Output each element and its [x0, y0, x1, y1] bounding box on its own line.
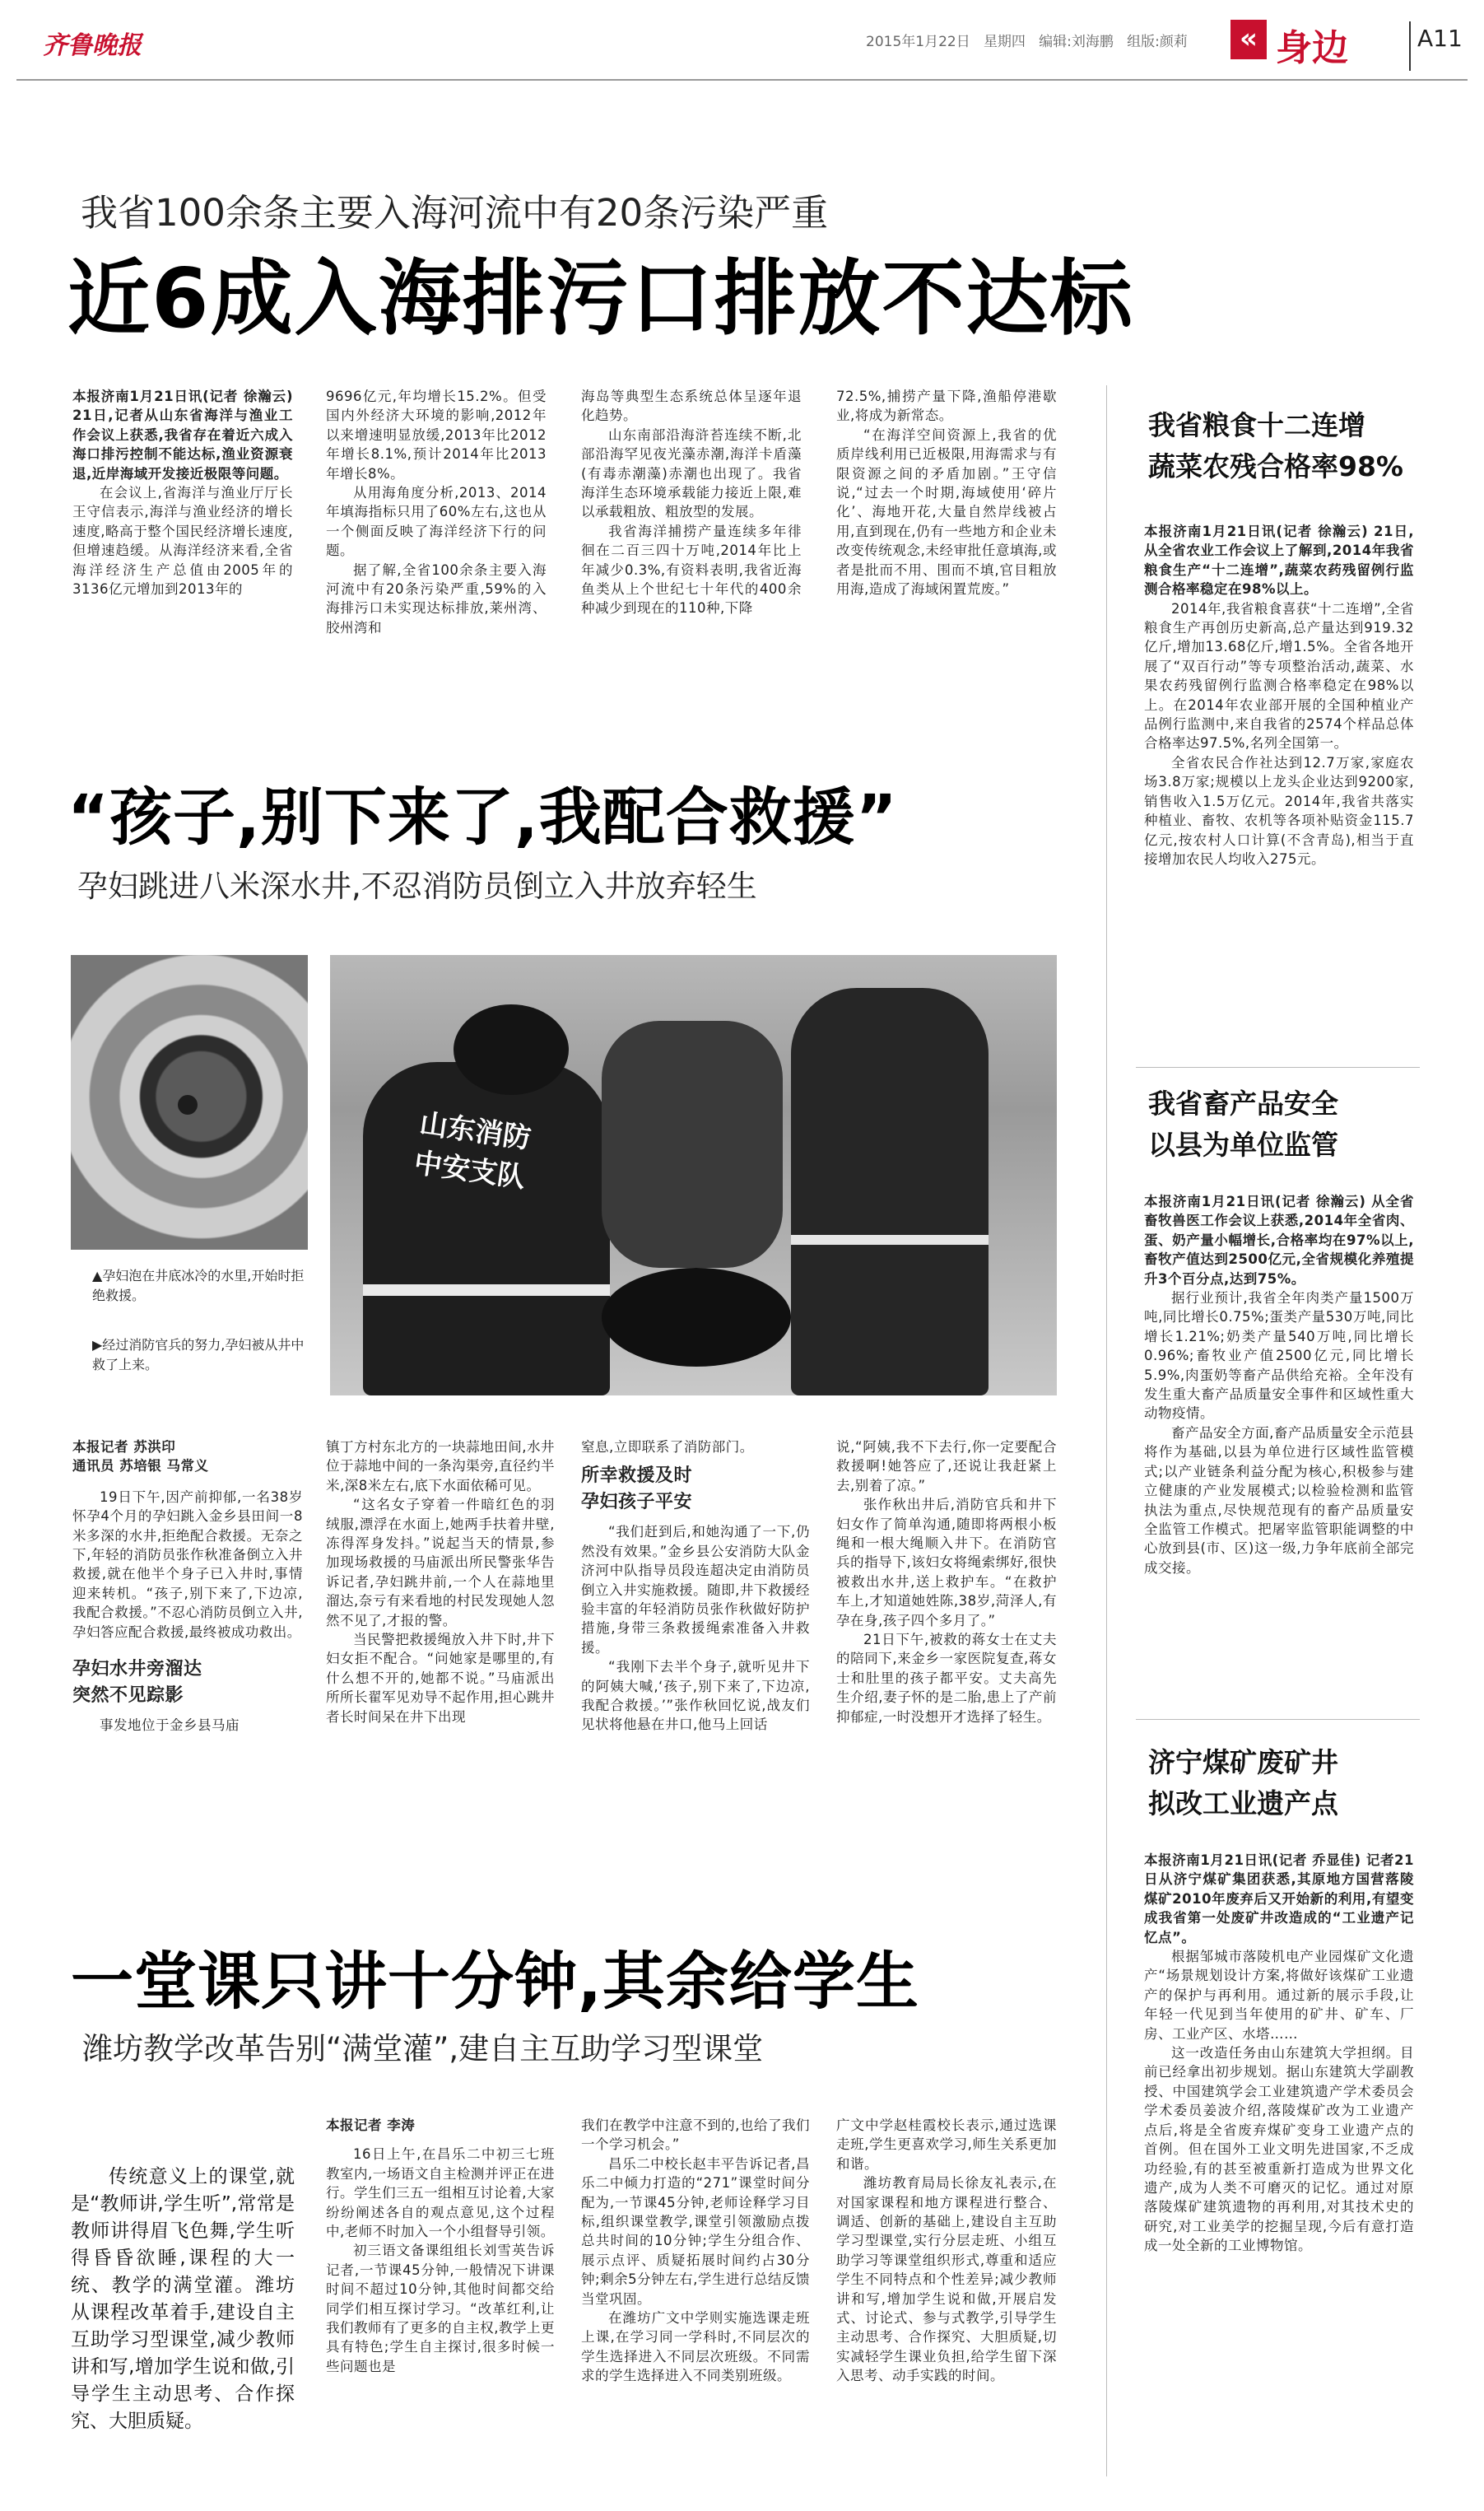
side2-body [1144, 1192, 1414, 1706]
header-info [866, 30, 1188, 50]
story1-column-3 [581, 387, 802, 706]
page-number: A11 [1417, 25, 1463, 52]
story3-byline: 本报记者 李涛 [326, 2117, 416, 2133]
story2-p9: 说,“阿姨,我不下去行,你一定要配合救援啊!她答应了,还说让我赶紧上去,别着了凉。” [836, 1439, 1057, 1493]
story1-kicker: 我省100余条主要入海河流中有20条污染严重 [81, 191, 829, 235]
story2-p10: 张作秋出井后,消防官兵和井下妇女作了简单沟通,随即将两根小板绳和一根大绳顺入井下。在消防官兵的指导下,该妇女将绳索绑好,很快被救出水井,送上救护车。“在救护车上,才知道她姓陈,38岁,菏泽人,有孕在身,孩子四个多月了。” [836, 1497, 1057, 1628]
story2-p2: 事发地位于金乡县马庙 [100, 1717, 240, 1734]
side3-headline [1148, 1742, 1338, 1824]
side3-p1: 本报济南1月21日讯(记者 乔显佳) 记者21日从济宁煤矿集团获悉,其原地方国营落陵煤矿2010年废弃后又开始新的利用,有望变成我省第一处废矿井改造成的“工业遗产记忆点”。 [1144, 1852, 1414, 1945]
side2-p3: 畜产品安全方面,畜产品质量安全示范县将作为基础,以县为单位进行区域性监管模式;以产业链条利益分配为核心,积极参与建立健康的产业发展模式;以检验检测和监管执法为重点,尽快规范现有的畜产品质量安全监管工作模式。把屠宰监管职能调整的中心放到县(市、区)这一级,力争年底前全部完成交接。 [1144, 1424, 1414, 1576]
side2-headline-line2: 以县为单位监管 [1148, 1129, 1338, 1161]
rescue-photo-helmet [454, 1004, 569, 1095]
header-date: 2015年1月22日 [866, 34, 970, 50]
side2-p2: 据行业预计,我省全年肉类产量1500万吨,同比增长0.75%;蛋类产量530万吨,同比增长1.21%;奶类产量540万吨,同比增长0.96%;畜牧业产值2500亿元,同比增长5.9%,肉蛋奶等畜产品供给充裕。全年没有发生重大畜产品质量安全事件和区域性重大动物疫情。 [1144, 1290, 1414, 1422]
story1-p8: 我省海洋捕捞产量连续多年徘徊在二百三四十万吨,2014年比上年减少0.3%,有资料表明,我省近海鱼类从上个世纪七十年代的400余种减少到现在的110种,下降 [581, 523, 802, 617]
story2-subhead-1 [72, 1656, 303, 1709]
rescue-photo-rescuer-middle [602, 1021, 783, 1268]
story3-column-2 [326, 2116, 555, 2478]
side1-headline-line2: 蔬菜农残合格率98% [1148, 450, 1403, 482]
story2-subhead-2-line1: 所幸救援及时 [581, 1465, 693, 1487]
side3-p3: 这一改造任务由山东建筑大学担纲。目前已经拿出初步规划。据山东建筑大学副教授、中国建筑学会工业建筑遗产学术委员会学术委员姜波介绍,落陵煤矿改为工业遗产点后,将是全省废弃煤矿变身工业遗产点的首例。但在国外工业文明先进国家,不乏成功经验,有的甚至被重新打造成为世界文化遗产,成为人类不可磨灭的记忆。通过对原落陵煤矿建筑遗物的再利用,对其技术史的研究,对工业美学的挖掘呈现,今后有意打造成一处全新的工业博物馆。 [1144, 2045, 1414, 2254]
story1-p4: 从用海角度分析,2013、2014年填海指标只用了60%左右,这也从一个侧面反映了海洋经济下行的问题。 [326, 485, 547, 559]
rescue-photo-reflective-band [363, 1284, 610, 1296]
story1-p2: 在会议上,省海洋与渔业厅厅长王守信表示,海洋与渔业经济的增长速度,略高于整个国民经济增长速度,但增速趋缓。从海洋经济来看,全省海洋经济生产总值由2005年的3136亿元增加到2013年的 [72, 485, 293, 598]
header-weekday: 星期四 [983, 34, 1026, 50]
story3-p7: 潍坊教育局局长徐友礼表示,在对国家课程和地方课程进行整合、调适、创新的基础上,建设自主互助学习型课堂,实行分层走班、小组互助学习等课堂组织形式,尊重和适应学生不同特点和个性差异;减少教师讲和写,增加学生说和做,开展启发式、讨论式、参与式教学,引导学生主动思考、合作探究、大胆质疑,切实减轻学生课业负担,给学生留下深入思考、动手实践的时间。 [836, 2175, 1057, 2384]
side2-divider [1136, 1719, 1420, 1720]
photo-caption-1: ▲孕妇泡在井底冰冷的水里,开始时拒绝救援。 [92, 1268, 305, 1303]
section-chevron-icon: « [1230, 20, 1267, 59]
story3-headline: 一堂课只讲十分钟,其余给学生 [71, 1945, 919, 2018]
story1-p5: 据了解,全省100余条主要入海河流中有20条污染严重,59%的入海排污口未实现达标排放,莱州湾、胶州湾和 [326, 561, 547, 636]
side1-divider [1136, 1067, 1420, 1068]
story3-p2: 初三语文备课组组长刘雪英告诉记者,一节课45分钟,一般情况下讲课时间不超过10分钟,其他时间都交给同学们相互探讨学习。“改革红利,让我们教师有了更多的自主权,教学上更具有特色;学生自主探讨,很多时候一些问题也是 [326, 2243, 555, 2374]
right-column-divider [1106, 385, 1107, 2476]
story2-p7: “我们赶到后,和她沟通了一下,仍然没有效果。”金乡县公安消防大队金济河中队指导员段连超决定由消防员倒立入井实施救援。随即,井下救援经验丰富的年轻消防员张作秋做好防护措施,身带三条救援绳索准备入井救援。 [581, 1524, 810, 1656]
story3-column-3 [581, 2116, 810, 2478]
story3-p4: 昌乐二中校长赵丰平告诉记者,昌乐二中倾力打造的“271”课堂时间分配为,一节课45分钟,老师诠释学习目标,组织课堂教学,课堂引领激励点拨总共时间的10分钟;学生分组合作、展示点评、质疑拓展时间约占30分钟;剩余5分钟左右,学生进行总结反馈当堂巩固。 [581, 2155, 810, 2307]
section-name: 身边 [1276, 27, 1348, 69]
well-photo-person [178, 1095, 198, 1115]
story3-intro: 传统意义上的课堂,就是“教师讲,学生听”,常常是教师讲得眉飞色舞,学生听得昏昏欲睡,课程的大一统、教学的满堂灌。潍坊从课程改革着手,建设自主互助学习型课堂,减少教师讲和写,增加学生说和做,引导学生主动思考、合作探究、大胆质疑。 [71, 2166, 295, 2432]
story2-p8: “我刚下去半个身子,就听见井下的阿姨大喊,‘孩子,别下来了,下边凉,我配合救援。’”张作秋回忆说,战友们见状将他悬在井口,他马上回话 [581, 1659, 810, 1733]
header-rule [16, 79, 1468, 81]
story1-p1: 本报济南1月21日讯(记者 徐瀚云) 21日,记者从山东省海洋与渔业工作会议上获悉,我省存在着近六成入海口排污控制不能达标,渔业资源衰退,近岸海域开发接近极限等问题。 [72, 389, 293, 482]
story1-column-1 [72, 387, 293, 706]
story2-headline: “孩子,别下来了,我配合救援” [67, 780, 898, 854]
story2-p1: 19日下午,因产前抑郁,一名38岁怀孕4个月的孕妇跳入金乡县田间一8米多深的水井,拒绝配合救援。无奈之下,年轻的消防员张作秋准备倒立入井救援,就在他半个身子已入井时,事情迎来转机。“孩子,别下来了,下边凉,我配合救援。”不忍心消防员倒立入井,孕妇答应配合救援,最终被成功救出。 [72, 1488, 303, 1640]
side3-p2: 根据邹城市落陵机电产业园煤矿文化遗产“场景规划设计方案,将做好该煤矿工业遗产的保护与再利用。通过新的展示手段,让年轻一代见到当年使用的矿井、矿车、厂房、工业产区、水塔…… [1144, 1949, 1414, 2042]
story2-subhead-2-line2: 孕妇孩子平安 [581, 1492, 693, 1513]
side1-p1: 本报济南1月21日讯(记者 徐瀚云) 21日,从全省农业工作会议上了解到,2014年我省粮食生产“十二连增”,蔬菜农药残留例行监测合格率稳定在98%以上。 [1144, 524, 1414, 598]
story3-p5: 在潍坊广文中学则实施选课走班上课,在学习同一学科时,不同层次的学生选择进入不同层次班级。不同需求的学生选择进入不同类别班级。 [581, 2310, 810, 2384]
side3-body [1144, 1851, 1414, 2478]
side3-headline-line1: 济宁煤矿废矿井 [1148, 1746, 1338, 1778]
side1-headline [1148, 405, 1403, 487]
side1-p3: 全省农民合作社达到12.7万家,家庭农场3.8万家;规模以上龙头企业达到9200家,销售收入1.5万亿元。2014年,我省共落实种植业、畜牧、农机等各项补贴资金115.7亿元,按农村人口计算(不含青岛),相当于直接增加农民人均收入275元。 [1144, 754, 1414, 867]
story2-subhead-1-line2: 突然不见踪影 [72, 1685, 184, 1707]
story2-p3: 镇丁方村东北方的一块蒜地田间,水井位于蒜地中间的一条沟渠旁,直径约半米,深8米左右,底下水面依稀可见。 [326, 1439, 555, 1493]
header-editor: 编辑:刘海鹏 [1039, 34, 1114, 50]
story3-subhead: 潍坊教学改革告别“满堂灌”,建自主互助学习型课堂 [82, 2031, 764, 2066]
story2-byline-1: 本报记者 苏洪印 [72, 1439, 176, 1455]
well-photo [71, 955, 308, 1250]
photo-caption-2: ▶经过消防官兵的努力,孕妇被从井中救了上来。 [92, 1337, 305, 1372]
rescue-photo-label-line2: 中安支队 [412, 1146, 528, 1195]
side3-headline-line2: 拟改工业遗产点 [1148, 1787, 1338, 1819]
side2-headline [1148, 1083, 1338, 1166]
story1-p9: 72.5%,捕捞产量下降,渔船停港歇业,将成为新常态。 [836, 389, 1057, 424]
story2-p11: 21日下午,被救的蒋女士在丈夫的陪同下,来金乡一家医院复查,蒋女士和肚里的孩子都平安。丈夫高先生介绍,妻子怀的是二胎,患上了产前抑郁症,一时没想开才选择了轻生。 [836, 1632, 1057, 1725]
story1-p10: “在海洋空间资源上,我省的优质岸线利用已近极限,用海需求与有限资源之间的矛盾加剧。”王守信说,“过去一个时期,海域使用‘碎片化’、海地开花,大量自然岸线被占用,直到现在,仍有一些地方和企业未改变传统观念,未经审批任意填海,或者是批而不用、围而不填,官目粗放用海,造成了海域闲置荒废。” [836, 426, 1057, 598]
rescue-photo-reflective-band-right [791, 1235, 989, 1245]
story1-headline: 近6成入海排污口排放不达标 [67, 250, 1134, 347]
rescue-photo [330, 955, 1057, 1395]
side1-p2: 2014年,我省粮食喜获“十二连增”,全省粮食生产再创历史新高,总产量达到919.32亿斤,增加13.68亿斤,增1.5%。全省各地开展了“双百行动”等专项整治活动,蔬菜、水果农药残留例行监测合格率稳定在98%以上。在2014年农业部开展的全国种植业产品例行监测中,来自我省的2574个样品总体合格率达97.5%,名列全国第一。 [1144, 600, 1414, 752]
story1-p7: 山东南部沿海浒苔连续不断,北部沿海罕见夜光藻赤潮,海洋卡盾藻(有毒赤潮藻)赤潮也出现了。我省海洋生态环境承载能力接近上限,难以承载粗放、粗放型的发展。 [581, 426, 802, 520]
header-vertical-divider [1409, 21, 1411, 71]
story2-column-3 [581, 1437, 810, 1898]
story2-byline-2: 通讯员 苏培银 马常义 [72, 1458, 209, 1474]
story1-p6: 海岛等典型生态系统总体呈逐年退化趋势。 [581, 389, 802, 424]
side2-p1: 本报济南1月21日讯(记者 徐瀚云) 从全省畜牧兽医工作会议上获悉,2014年全省肉、蛋、奶产量小幅增长,合格率均在97%以上,畜牧产值达到2500亿元,全省规模化养殖提升3个百分点,达到75%。 [1144, 1194, 1414, 1287]
story3-p6: 广文中学赵桂霞校长表示,通过选课走班,学生更喜欢学习,师生关系更加和谐。 [836, 2117, 1057, 2172]
story2-subhead-2 [581, 1463, 810, 1516]
rescue-photo-firefighter-right [791, 988, 989, 1395]
story1-p3: 9696亿元,年均增长15.2%。但受国内外经济大环境的影响,2012年以来增速明显放缓,2013年比2012年增长8.1%,预计2014年比2013年增长8%。 [326, 389, 547, 482]
side1-body [1144, 522, 1414, 1065]
story2-p6: 窒息,立即联系了消防部门。 [581, 1439, 754, 1455]
story3-p3: 我们在教学中注意不到的,也给了我们一个学习机会。” [581, 2117, 810, 2153]
story2-subhead-1-line1: 孕妇水井旁溜达 [72, 1659, 202, 1680]
story3-column-4 [836, 2116, 1057, 2478]
rescue-photo-well-opening [602, 1268, 791, 1367]
story3-p1: 16日上午,在昌乐二中初三七班教室内,一场语文自主检测并评正在进行。学生们三五一组相互讨论着,大家纷纷阐述各自的观点意见,这个过程中,老师不时加入一个小组督导引领。 [326, 2146, 555, 2240]
side2-headline-line1: 我省畜产品安全 [1148, 1088, 1338, 1120]
story2-p5: 当民警把救援绳放入井下时,井下妇女拒不配合。“问她家是哪里的,有什么想不开的,她都不说。”马庙派出所所长翟军见劝导不起作用,担心跳井者长时间呆在井下出现 [326, 1632, 555, 1725]
story1-column-2 [326, 387, 547, 706]
story2-subhead: 孕妇跳进八米深水井,不忍消防员倒立入井放弃轻生 [77, 869, 757, 904]
side1-headline-line1: 我省粮食十二连增 [1148, 409, 1365, 441]
rescue-photo-label-line1: 山东消防 [417, 1106, 533, 1156]
story2-p4: “这名女子穿着一件暗红色的羽绒服,漂浮在水面上,她两手扶着井壁,冻得浑身发抖。”说起当天的情景,参加现场救援的马庙派出所民警张华告诉记者,孕妇跳井前,一个人在蒜地里溜达,奈亏有来看地的村民发现她人忽然不见了,才报的警。 [326, 1497, 555, 1628]
story2-column-4 [836, 1437, 1057, 1898]
masthead-logo: 齐鲁晚报 [43, 31, 142, 60]
story2-column-2 [326, 1437, 555, 1898]
story1-column-4 [836, 387, 1057, 706]
header-designer: 组版:颜莉 [1127, 34, 1188, 50]
